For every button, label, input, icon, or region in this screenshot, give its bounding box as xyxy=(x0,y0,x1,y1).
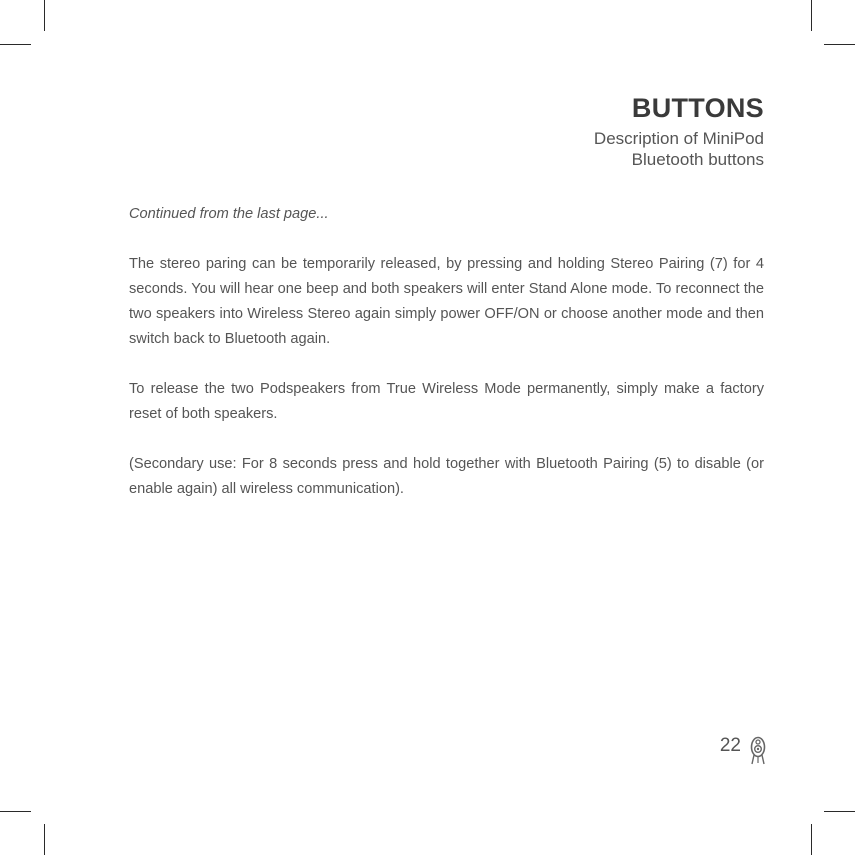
section-subtitle xyxy=(594,128,764,170)
section-title: BUTTONS xyxy=(631,93,764,123)
crop-mark-bottom-left-vertical xyxy=(44,824,45,855)
crop-mark-top-left-horizontal xyxy=(0,44,31,45)
section-subtitle-line-1: Description of MiniPod xyxy=(593,129,764,148)
page-header xyxy=(594,92,764,170)
continued-note: Continued from the last page... xyxy=(129,206,329,222)
page-number: 22 xyxy=(719,735,741,756)
crop-mark-top-left-vertical xyxy=(44,0,45,31)
crop-mark-bottom-left-horizontal xyxy=(0,811,31,812)
paragraph-secondary-use: (Secondary use: For 8 seconds press and hold together with Bluetooth Pairing (5) to disable (or enable again) all wireless communication). xyxy=(129,456,764,497)
crop-mark-bottom-right-vertical xyxy=(811,824,812,855)
paragraph-stereo-release: The stereo paring can be temporarily released, by pressing and holding Stereo Pairing (7) for 4 seconds. You will hear one beep and both speakers will enter Stand Alone mode. To reconnect the two speakers into Wireless Stereo again simply power OFF/ON or choose another mode and then switch back to Bluetooth again. xyxy=(129,256,764,347)
page-content xyxy=(129,202,764,527)
podspeakers-logo-icon xyxy=(747,734,769,766)
crop-mark-top-right-horizontal xyxy=(824,44,855,45)
crop-mark-top-right-vertical xyxy=(811,0,812,31)
section-subtitle-line-2: Bluetooth buttons xyxy=(631,150,764,169)
paragraph-true-wireless-release: To release the two Podspeakers from True Wireless Mode permanently, simply make a factory reset of both speakers. xyxy=(129,381,764,422)
crop-mark-bottom-right-horizontal xyxy=(824,811,855,812)
